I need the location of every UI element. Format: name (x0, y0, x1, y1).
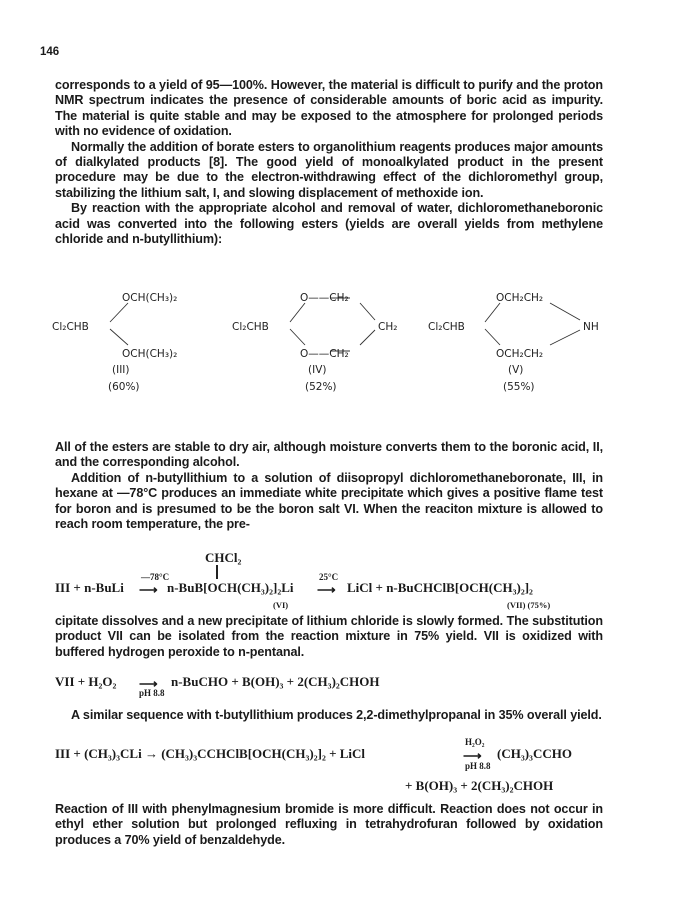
eq3-reactants: III + (CH₃)₃CLi → (CH₃)₃CCHClB[OCH(CH₃)₂]₂ + LiCl (55, 746, 366, 761)
eq2-products: n-BuCHO + B(OH)₃ + 2(CH₃)₂CHOH (171, 674, 380, 689)
paragraph-5: Addition of n-butyllithium to a solution of diisopropyl dichloromethaneboronate, III, in hexane at —78°C produces an immediate white precipitate which gives a positive flame test for boron and is presumed to be the boron salt VI. When the reaciton mixture is allowed to reach room temperature, the pre- (55, 470, 603, 532)
struct-iv-right: CH₂ (378, 321, 398, 333)
struct-iii-left: Cl₂CHB (52, 321, 89, 333)
paragraph-4: All of the esters are stable to dry air, although moisture converts them to the boronic acid, II, and the corresponding alcohol. (55, 440, 603, 470)
paragraph-7: A similar sequence with t-butyllithium produces 2,2-dimethylpropanal in 35% overall yield. (71, 708, 602, 722)
equation-2 (55, 670, 655, 700)
text-block-3 (55, 614, 603, 660)
struct-iii-yield: (60%) (108, 381, 140, 393)
equation-1 (55, 540, 655, 610)
struct-iv-left: Cl₂CHB (232, 321, 269, 333)
struct-v-top: OCH₂CH₂ (496, 292, 544, 304)
struct-iii-top: OCH(CH₃)₂ (122, 292, 178, 304)
struct-v-label: (V) (508, 364, 524, 376)
eq1-cond1: —78°C (141, 572, 170, 582)
eq1-intermediate: n-BuB[OCH(CH₃)₂]₂Li (167, 580, 294, 595)
eq1-label-vii: (VII) (75%) (507, 600, 551, 610)
struct-v-right: NH (583, 321, 599, 333)
text-block-5 (55, 802, 603, 848)
eq2-arrow: ⟶ (139, 676, 158, 691)
eq1-arrow1: ⟶ (139, 582, 158, 597)
struct-v-yield: (55%) (503, 381, 535, 393)
struct-iv-bottom: O——CH₂ (300, 348, 349, 360)
text-block-4 (55, 708, 603, 723)
eq3-arrow: ⟶ (463, 748, 482, 763)
eq1-substituent: CHCl₂ (205, 550, 242, 565)
struct-iv-yield: (52%) (305, 381, 337, 393)
struct-iv-label: (IV) (308, 364, 327, 376)
eq1-reactants: III + n-BuLi (55, 580, 124, 595)
eq3-products: (CH₃)₃CCHO (497, 746, 572, 761)
eq1-arrow2: ⟶ (317, 582, 336, 597)
text-block-2 (55, 440, 603, 532)
paragraph-8: Reaction of III with phenylmagnesium bromide is more difficult. Reaction does not occur in ethyl ether solution but prolonged refluxing in tetrahydrofuran followed by oxidation produces a 70% yield of benzaldehyde. (55, 802, 603, 847)
ester-structures (0, 285, 680, 395)
equation-3 (55, 737, 655, 798)
paragraph-3: By reaction with the appropriate alcohol and removal of water, dichloromethaneboronic acid was converted into the following esters (yields are overall yields from methylene chloride and n-butyllithium): (55, 201, 603, 247)
struct-iii-label: (III) (112, 364, 130, 376)
text-block-1 (55, 78, 603, 247)
eq3-cond-bottom: pH 8.8 (465, 761, 491, 771)
struct-iv-top: O——CH₂ (300, 292, 349, 304)
struct-iii-bottom: OCH(CH₃)₂ (122, 348, 178, 360)
eq1-products: LiCl + n-BuCHClB[OCH(CH₃)₂]₂ (347, 580, 533, 595)
paragraph-6: cipitate dissolves and a new precipitate of lithium chloride is slowly formed. The substitution product VII can be isolated from the reaction mixture in 75% yield. VII is oxidized with buffered hydrogen peroxide to n-pentanal. (55, 614, 603, 659)
eq1-label-vi: (VI) (273, 600, 289, 610)
page-number: 146 (40, 46, 60, 58)
eq1-cond2: 25°C (319, 572, 339, 582)
eq2-reactants: VII + H₂O₂ (55, 674, 117, 689)
eq3-cond-top: H₂O₂ (465, 737, 485, 747)
eq2-cond: pH 8.8 (139, 688, 165, 698)
eq3-line2: + B(OH)₃ + 2(CH₃)₂CHOH (405, 778, 554, 793)
eq1-bond (216, 565, 218, 579)
paragraph-1: corresponds to a yield of 95—100%. However, the material is difficult to purify and the proton NMR spectrum indicates the presence of considerable amounts of boric acid as impurity. The material is quite stable and may be exposed to the atmosphere for prolonged periods with no evidence of oxidation. (55, 78, 603, 139)
struct-v-bottom: OCH₂CH₂ (496, 348, 544, 360)
struct-v-left: Cl₂CHB (428, 321, 465, 333)
paragraph-2: Normally the addition of borate esters to organolithium reagents produces major amounts of dialkylated products [8]. The good yield of monoalkylated product in the present procedure may be due to the electron-withdrawing effect of the dichloromethyl group, stabilizing the lithium salt, I, and slowing displacement of methoxide ion. (55, 139, 603, 200)
